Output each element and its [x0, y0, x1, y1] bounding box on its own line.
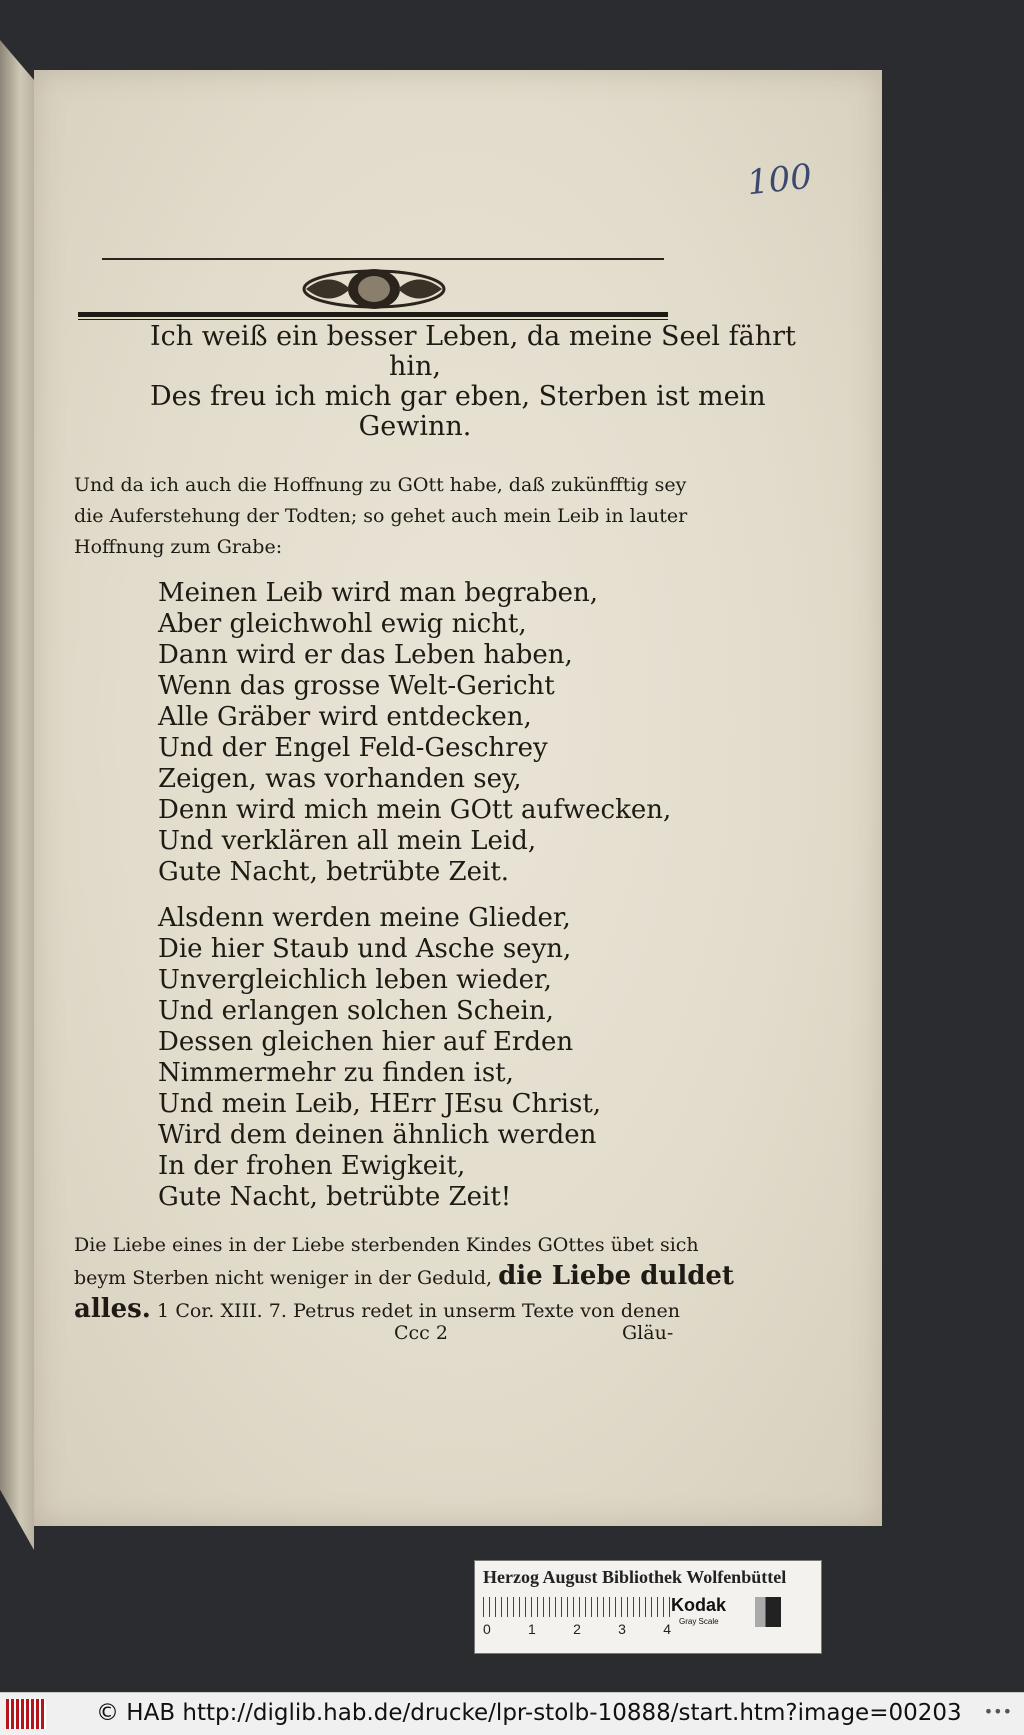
- hymn-line: Gewinn.: [358, 411, 472, 442]
- scale-ruler: [483, 1597, 671, 1617]
- hymn-line: Des freu ich mich gar eben, Sterben ist mein: [150, 381, 766, 412]
- kodak-subtitle: Gray Scale: [679, 1617, 719, 1626]
- library-color-card: [474, 1560, 822, 1654]
- verse-line: Nimmermehr zu finden ist,: [158, 1058, 514, 1088]
- verse-line: Unvergleichlich leben wieder,: [158, 965, 552, 995]
- ornament-vignette-icon: [300, 266, 448, 312]
- ruler-numbers: [483, 1621, 671, 1637]
- verse-line: Wird dem deinen ähnlich werden: [158, 1120, 597, 1150]
- verse-line: Alsdenn werden meine Glieder,: [158, 903, 571, 933]
- heading-rule-thick: [78, 312, 668, 317]
- emphasis-text: die Liebe duldet: [498, 1261, 734, 1291]
- handwritten-page-number: 100: [745, 156, 814, 204]
- ruler-number: 3: [618, 1621, 626, 1637]
- signature-mark: Ccc 2: [394, 1322, 448, 1344]
- copyright-link[interactable]: © HAB http://diglib.hab.de/drucke/lpr-stolb-10888/start.htm?image=00203: [96, 1700, 962, 1726]
- verse-line: Aber gleichwohl ewig nicht,: [158, 609, 527, 639]
- paragraph-text: beym Sterben nicht weniger in der Geduld,: [74, 1267, 493, 1289]
- catchword: Gläu-: [622, 1322, 674, 1344]
- ruler-number: 1: [528, 1621, 536, 1637]
- hab-logo-icon[interactable]: [6, 1699, 46, 1729]
- verse-line: Die hier Staub und Asche seyn,: [158, 934, 572, 964]
- ruler-number: 2: [573, 1621, 581, 1637]
- more-options-icon[interactable]: •••: [983, 1702, 1012, 1721]
- paragraph-line: Hoffnung zum Grabe:: [74, 536, 283, 558]
- paragraph-line: [74, 1294, 680, 1327]
- verse-stanza-2: [158, 903, 601, 1213]
- verse-stanza-1: [158, 578, 671, 888]
- paragraph-line: die Auferstehung der Todten; so gehet auch mein Leib in lauter: [74, 505, 688, 527]
- library-name: Herzog August Bibliothek Wolfenbüttel: [483, 1567, 787, 1587]
- verse-line: Und verklären all mein Leid,: [158, 826, 537, 856]
- heading-rule-thin: [78, 319, 668, 320]
- verse-line: In der frohen Ewigkeit,: [158, 1151, 466, 1181]
- footer-bar: [0, 1692, 1024, 1735]
- kodak-brand: Kodak: [671, 1595, 727, 1615]
- verse-line: Alle Gräber wird entdecken,: [158, 702, 532, 732]
- verse-line: Gute Nacht, betrübte Zeit.: [158, 857, 510, 887]
- verse-line: Dann wird er das Leben haben,: [158, 640, 573, 670]
- paragraph-text: Petrus redet in unserm Texte von denen: [293, 1300, 680, 1322]
- paragraph-line: Die Liebe eines in der Liebe sterbenden Kindes GOttes übet sich: [74, 1234, 699, 1256]
- facing-page-edge: [0, 40, 34, 1550]
- verse-line: Zeigen, was vorhanden sey,: [158, 764, 522, 794]
- ruler-number: 4: [663, 1621, 671, 1637]
- hymn-line: Ich weiß ein besser Leben, da meine Seel fährt: [150, 321, 796, 352]
- verse-line: Wenn das grosse Welt-Gericht: [158, 671, 555, 701]
- bible-reference: 1 Cor. XIII. 7.: [157, 1300, 287, 1322]
- opening-hymn: [150, 321, 796, 442]
- verse-line: Meinen Leib wird man begraben,: [158, 578, 599, 608]
- paragraph-line: Und da ich auch die Hoffnung zu GOtt habe, daß zukünfftig sey: [74, 474, 687, 496]
- verse-line: Und erlangen solchen Schein,: [158, 996, 554, 1026]
- verse-line: Und der Engel Feld-Geschrey: [158, 733, 548, 763]
- verse-line: Denn wird mich mein GOtt aufwecken,: [158, 795, 672, 825]
- verse-line: Gute Nacht, betrübte Zeit!: [158, 1182, 512, 1212]
- hymn-line: hin,: [389, 351, 441, 382]
- paragraph-love: [74, 1230, 734, 1327]
- ruler-number: 0: [483, 1621, 491, 1637]
- verse-line: Dessen gleichen hier auf Erden: [158, 1027, 574, 1057]
- paragraph-line: [74, 1261, 734, 1294]
- paragraph-hope: [74, 470, 688, 563]
- top-rule: [102, 258, 664, 260]
- emphasis-text: alles.: [74, 1294, 151, 1324]
- gray-scale-patch: [755, 1597, 781, 1627]
- verse-line: Und mein Leib, HErr JEsu Christ,: [158, 1089, 602, 1119]
